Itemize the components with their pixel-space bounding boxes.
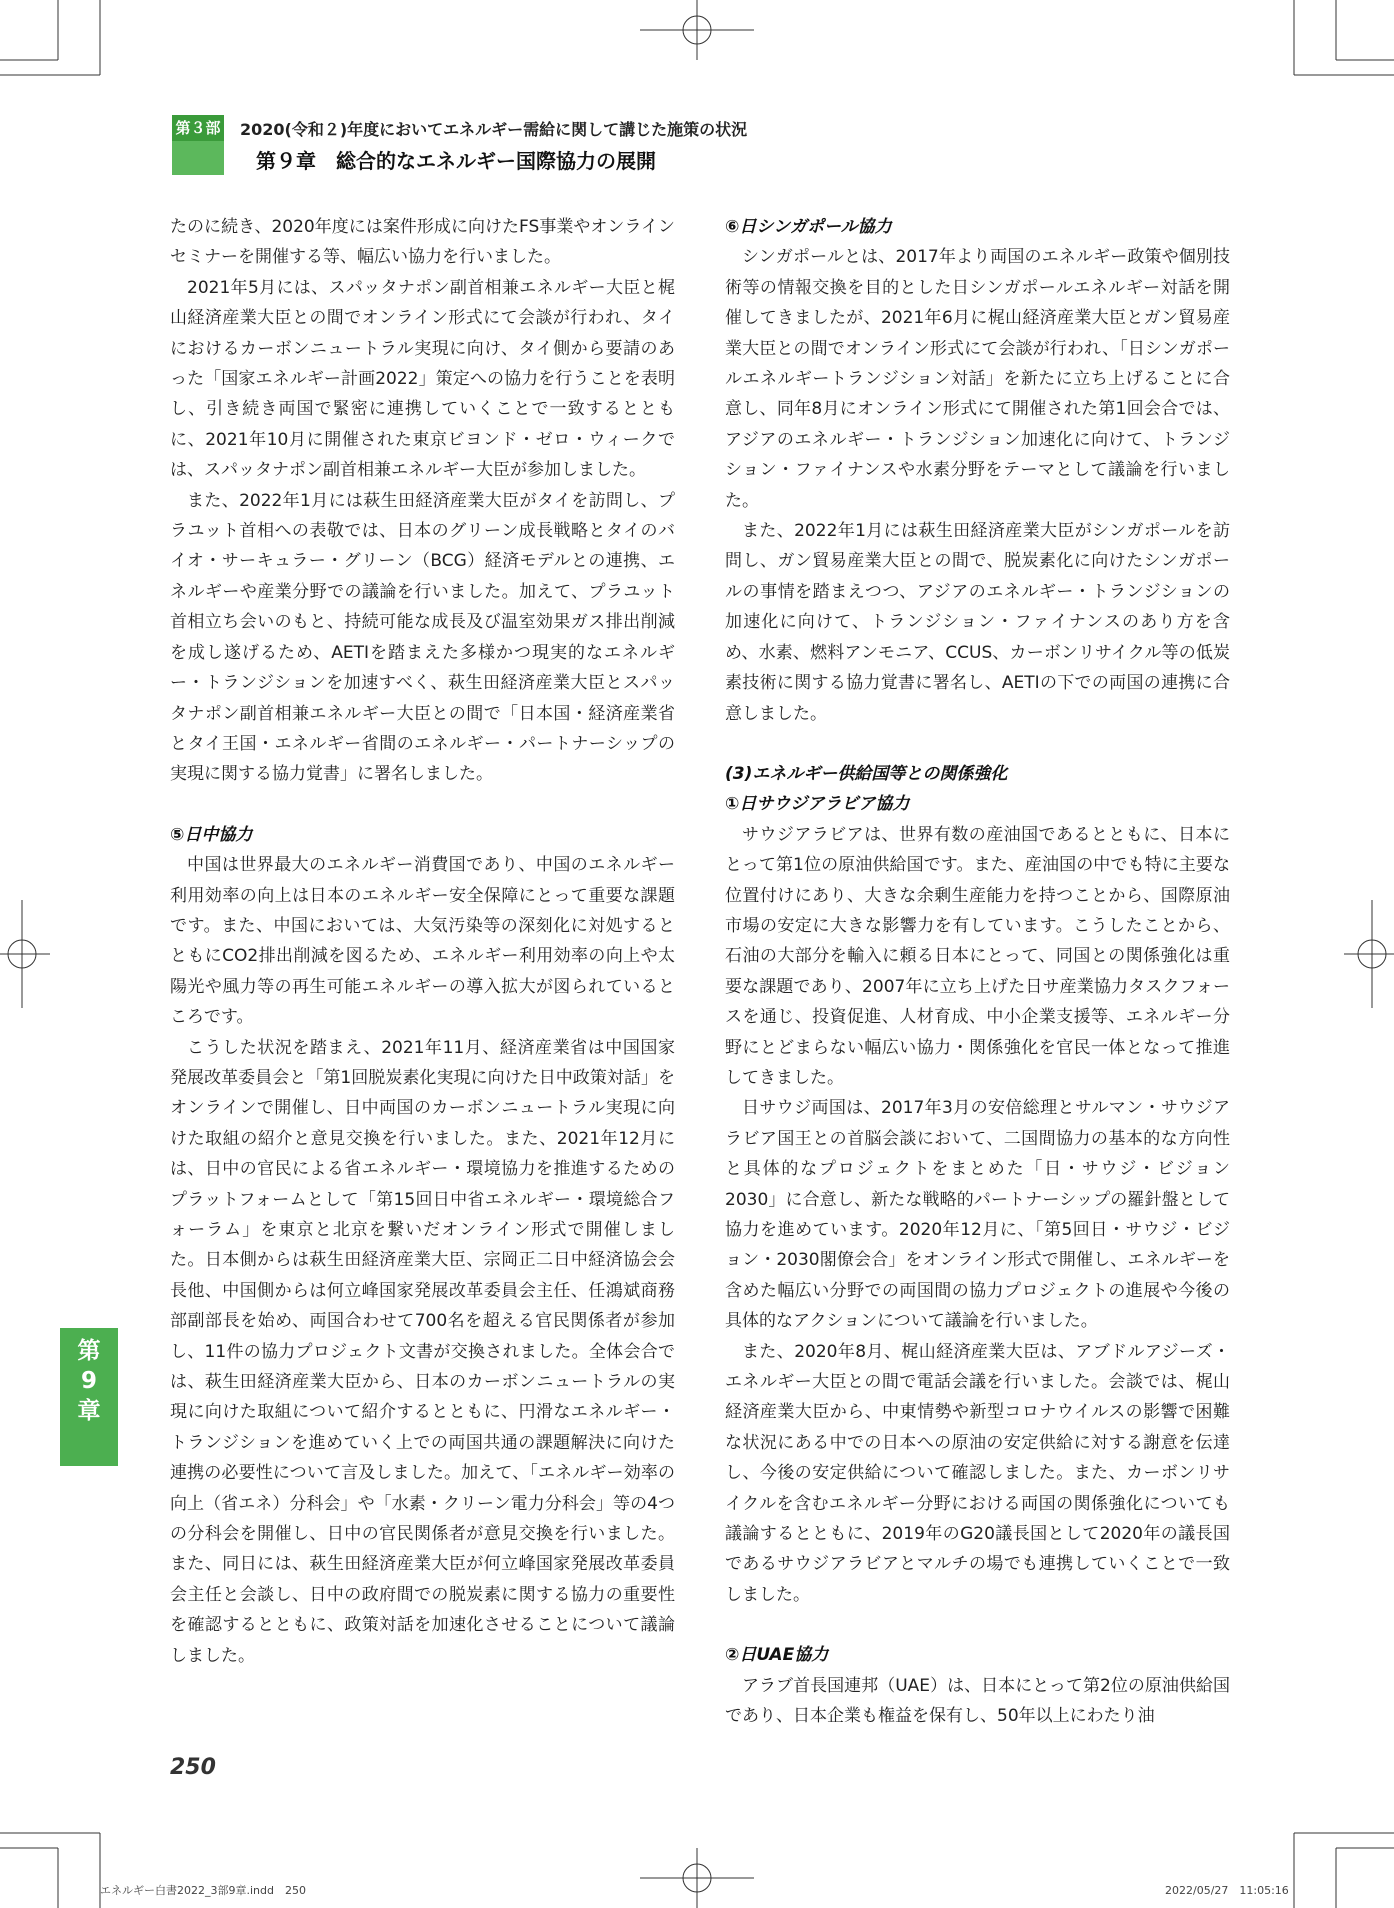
paragraph: サウジアラビアは、世界有数の産油国であるとともに、日本にとって第1位の原油供給国です。また、産油国の中でも特に主要な位置付けにあり、大きな余剰生産能力を持つことから、国際原油市場の安定に大きな影響力を有しています。こうしたことから、石油の大部分を輸入に頼る日本にとって、同国との関係強化は重要な課題であり、2007年に立ち上げた日サ産業協力タスクフォースを通じ、投資促進、人材育成、中小企業支援等、エネルギー分野にとどまらない幅広い協力・関係強化を官民一体となって推進してきました。 (725, 824, 1230, 1088)
part-accent-bar (172, 141, 224, 175)
paragraph: シンガポールとは、2017年より両国のエネルギー政策や個別技術等の情報交換を目的とした日シンガポールエネルギー対話を開催してきましたが、2021年6月に梶山経済産業大臣とガン貿易産業大臣との間でオンライン形式にて会談が行われ、「日シンガポールエネルギートランジション対話」を新たに立ち上げることに合意し、同年8月にオンライン形式にて開催された第1回会合では、アジアのエネルギー・トランジション加速化に向けて、トランジション・ファイナンスや水素分野をテーマとして議論を行いました。 (725, 247, 1230, 511)
paragraph: また、2022年1月には萩生田経済産業大臣がシンガポールを訪問し、ガン貿易産業大臣との間で、脱炭素化に向けたシンガポールの事情を踏まえつつ、アジアのエネルギー・トランジションの加速化に向けて、トランジション・ファイナンスのあり方を含め、水素、燃料アンモニア、CCUS、カーボンリサイクル等の低炭素技術に関する協力覚書に署名し、AETIの下での両国の連携に合意しました。 (725, 521, 1230, 724)
chapter-side-tab (60, 1328, 118, 1466)
paragraph: また、2022年1月には萩生田経済産業大臣がタイを訪問し、プラユット首相への表敬では、日本のグリーン成長戦略とタイのバイオ・サーキュラー・グリーン（BCG）経済モデルとの連携、エネルギーや産業分野での議論を行いました。加えて、プラユット首相立ち会いのもと、持続可能な成長及び温室効果ガス排出削減を成し遂げるため、AETIを踏まえた多様かつ現実的なエネルギー・トランジションを加速すべく、萩生田経済産業大臣とスパッタナポン副首相兼エネルギー大臣との間で「日本国・経済産業省とタイ王国・エネルギー省間のエネルギー・パートナーシップの実現に関する協力覚書」に署名しました。 (170, 490, 675, 785)
left-column (170, 212, 675, 1671)
section-heading-saudi: ①日サウジアラビア協力 (725, 794, 910, 815)
page-number: 250 (170, 1755, 216, 1780)
paragraph: 2021年5月には、スパッタナポン副首相兼エネルギー大臣と梶山経済産業大臣との間でオンライン形式にて会談が行われ、タイにおけるカーボンニュートラル実現に向け、タイ側から要請のあった「国家エネルギー計画2022」策定への協力を行うことを表明し、引き続き両国で緊密に連携していくことで一致するとともに、2021年10月に開催された東京ビヨンド・ゼロ・ウィークでは、スパッタナポン副首相兼エネルギー大臣が参加しました。 (170, 277, 675, 481)
paragraph: 日サウジ両国は、2017年3月の安倍総理とサルマン・サウジアラビア国王との首脳会談において、二国間協力の基本的な方向性と具体的なプロジェクトをまとめた「日・サウジ・ビジョン2030」に合意し、新たな戦略的パートナーシップの羅針盤として協力を進めています。2020年12月に、「第5回日・サウジ・ビジョン・2030閣僚会合」をオンライン形式で開催し、エネルギーを含めた幅広い分野での両国間の協力プロジェクトの進展や今後の具体的なアクションについて議論を行いました。 (725, 1098, 1230, 1332)
chapter-title: 第９章 総合的なエネルギー国際協力の展開 (256, 149, 656, 173)
part-label: 第３部 (172, 115, 224, 141)
section-heading-china: ⑤日中協力 (170, 824, 253, 845)
section-heading-uae: ②日UAE協力 (725, 1645, 829, 1666)
footer-file-name: エネルギー白書2022_3部9章.indd 250 (100, 1884, 306, 1897)
spacer (725, 729, 1230, 759)
right-column (725, 212, 1230, 1732)
section-heading-singapore: ⑥日シンガポール協力 (725, 217, 892, 237)
paragraph: 中国は世界最大のエネルギー消費国であり、中国のエネルギー利用効率の向上は日本のエネルギー安全保障にとって重要な課題です。また、中国においては、大気汚染等の深刻化に対処するとともにCO2排出削減を図るため、エネルギー利用効率の向上や太陽光や風力等の再生可能エネルギーの導入拡大が図られているところです。 (170, 855, 675, 1028)
side-tab-line: 第 (77, 1338, 101, 1364)
paragraph: また、2020年8月、梶山経済産業大臣は、アブドルアジーズ・エネルギー大臣との間で電話会議を行いました。会談では、梶山経済産業大臣から、中東情勢や新型コロナウイルスの影響で困難な状況にある中での日本への原油の安定供給に対する謝意を伝達し、今後の安定供給について確認しました。また、カーボンリサイクルを含むエネルギー分野における両国の関係強化についても議論するとともに、2019年のG20議長国として2020年の議長国であるサウジアラビアとマルチの場でも連携していくことで一致しました。 (725, 1341, 1230, 1605)
spacer (170, 790, 675, 820)
section-heading-supplier-relations: (3)エネルギー供給国等との関係強化 (725, 763, 1008, 784)
side-tab-line: 9 (80, 1368, 97, 1394)
spacer (725, 1610, 1230, 1640)
part-subtitle: 2020(令和２)年度においてエネルギー需給に関して講じた施策の状況 (240, 120, 748, 139)
paragraph: こうした状況を踏まえ、2021年11月、経済産業省は中国国家発展改革委員会と「第1回脱炭素化実現に向けた日中政策対話」をオンラインで開催し、日中両国のカーボンニュートラル実現に向けた取組の紹介と意見交換を行いました。また、2021年12月には、日中の官民による省エネルギー・環境協力を推進するためのプラットフォームとして「第15回日中省エネルギー・環境総合フォーラム」を東京と北京を繋いだオンライン形式で開催しました。日本側からは萩生田経済産業大臣、宗岡正二日中経済協会会長他、中国側からは何立峰国家発展改革委員会主任、任鴻斌商務部副部長を始め、両国合わせて700名を超える官民関係者が参加し、11件の協力プロジェクト文書が交換されました。全体会合では、萩生田経済産業大臣から、日本のカーボンニュートラルの実現に向けた取組について紹介するとともに、円滑なエネルギー・トランジションを進めていく上での両国共通の課題解決に向けた連携の必要性について言及しました。加えて、「エネルギー効率の向上（省エネ）分科会」や「水素・クリーン電力分科会」等の4つの分科会を開催し、日中の官民関係者が意見交換を行いました。また、同日には、萩生田経済産業大臣が何立峰国家発展改革委員会主任と会談し、日中の政府間での脱炭素に関する協力の重要性を確認するとともに、政策対話を加速化させることについて議論しました。 (170, 1037, 675, 1666)
side-tab-line: 章 (77, 1398, 101, 1424)
paragraph: たのに続き、2020年度には案件形成に向けたFS事業やオンラインセミナーを開催する等、幅広い協力を行いました。 (170, 217, 675, 268)
footer-datetime: 2022/05/27 11:05:16 (1165, 1884, 1289, 1897)
paragraph: アラブ首長国連邦（UAE）は、日本にとって第2位の原油供給国であり、日本企業も権益を保有し、50年以上にわたり油 (725, 1675, 1230, 1727)
